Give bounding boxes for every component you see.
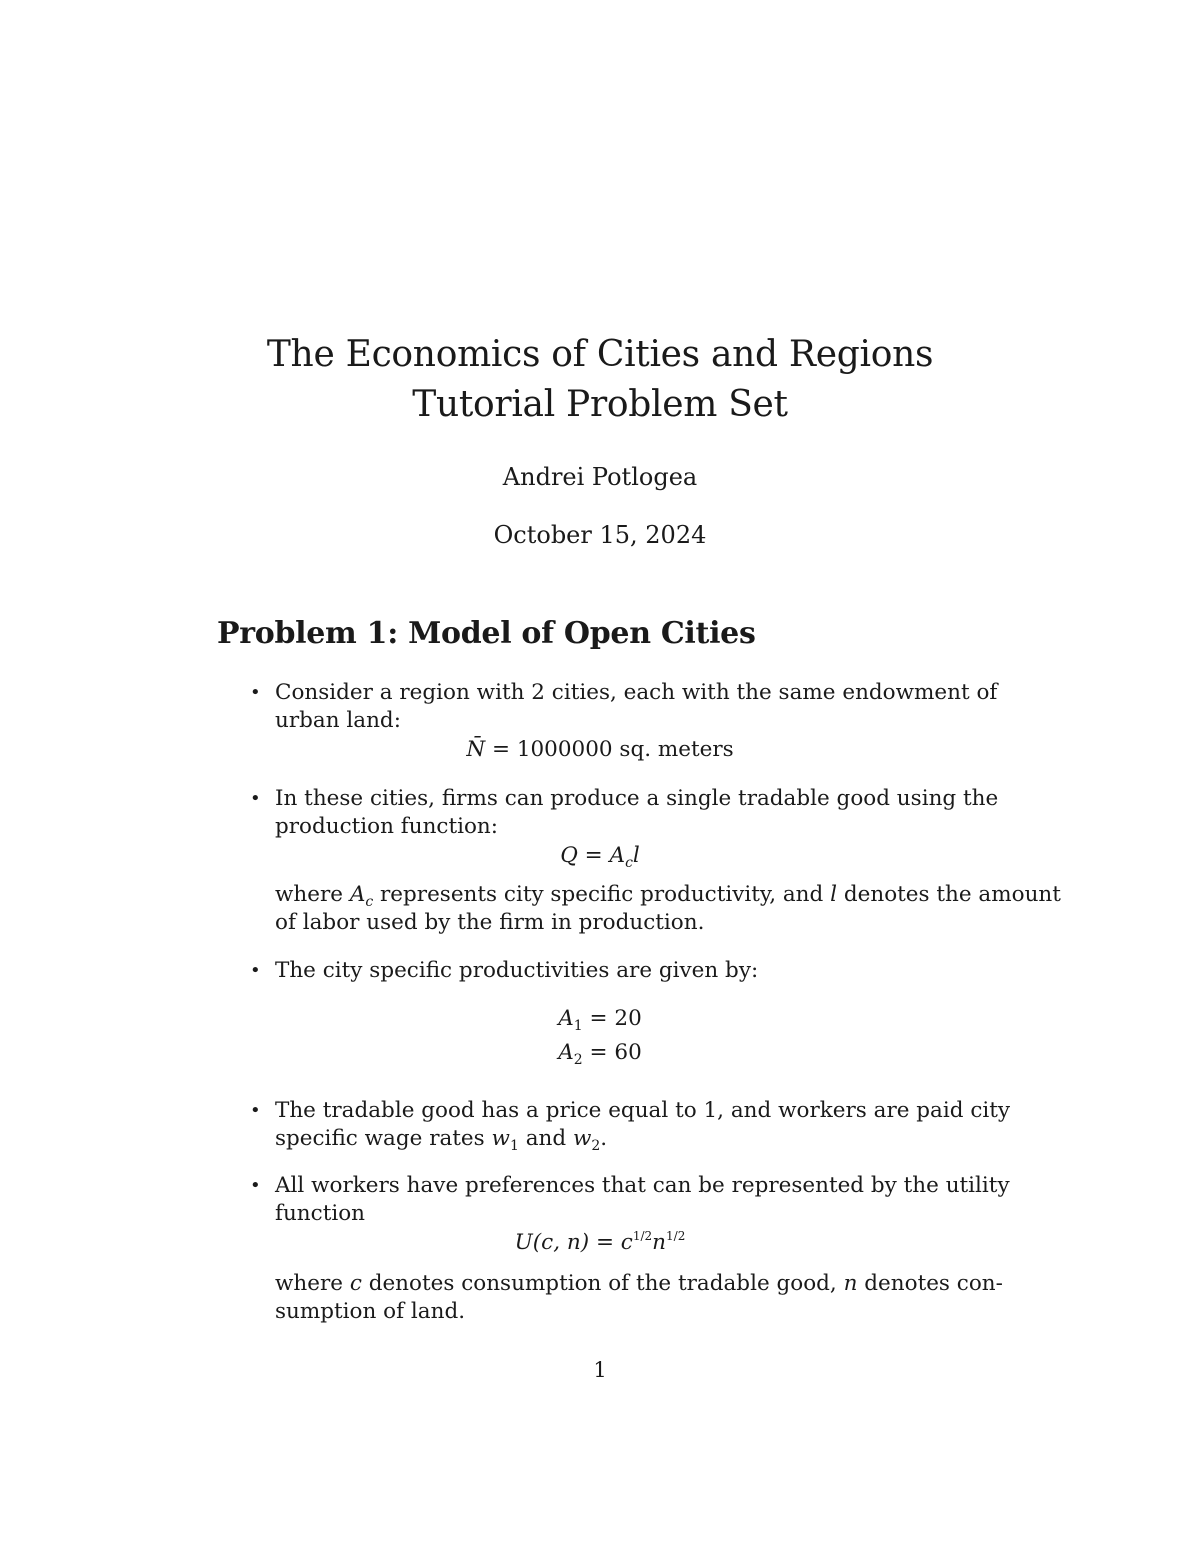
- title-line-2: Tutorial Problem Set: [412, 384, 788, 425]
- bullet-marker: •: [250, 960, 261, 981]
- text-line: All workers have preferences that can be represented by the utility: [275, 1173, 1010, 1198]
- bullet-marker: •: [250, 1175, 261, 1196]
- text-span: where: [275, 1271, 350, 1296]
- equation-value: 20: [614, 1006, 642, 1031]
- text-span: denotes consumption of the tradable good,: [361, 1271, 844, 1296]
- math-subscript: 1: [509, 1138, 519, 1154]
- equation-subscript: 2: [573, 1052, 583, 1068]
- equation: [275, 1039, 925, 1067]
- text-line: Consider a region with 2 cities, each with the same endowment of: [275, 680, 998, 705]
- equation-rhs: 1000000 sq. meters: [516, 737, 734, 762]
- date: October 15, 2024: [493, 521, 707, 549]
- math-var: w: [572, 1126, 592, 1151]
- equation: [275, 842, 925, 870]
- text-span: denotes con-: [857, 1271, 1003, 1296]
- text-line: production function:: [275, 814, 499, 839]
- text-span: where: [275, 882, 350, 907]
- equation: [275, 1229, 925, 1257]
- text-line: In these cities, firms can produce a single tradable good using the: [275, 786, 999, 811]
- title-line-1: The Economics of Cities and Regions: [266, 334, 934, 375]
- text-line: [275, 1125, 1010, 1153]
- equation: [275, 736, 925, 764]
- text-line: of labor used by the firm in production.: [275, 910, 705, 935]
- equation-value: 60: [614, 1040, 642, 1065]
- equation-var: A: [558, 1006, 574, 1031]
- bullet-marker: •: [250, 682, 261, 703]
- equation-exponent: 1/2: [632, 1229, 653, 1243]
- list-item: [250, 679, 1010, 762]
- math-subscript: 2: [591, 1138, 601, 1154]
- equation-operator: =: [582, 1040, 615, 1065]
- equation-lhs: Q: [560, 843, 578, 868]
- equation-operator: =: [577, 843, 610, 868]
- list-item: [250, 1097, 1011, 1154]
- list-item: [250, 785, 1061, 937]
- math-var: n: [843, 1271, 858, 1296]
- list-item: [250, 1172, 1010, 1326]
- text-line: urban land:: [275, 708, 401, 733]
- text-span: and: [518, 1126, 573, 1151]
- math-var: l: [830, 882, 838, 907]
- equation-operator: =: [582, 1006, 615, 1031]
- equation-var: A: [558, 1040, 574, 1065]
- text-span: denotes the amount: [837, 882, 1061, 907]
- text-line: The tradable good has a price equal to 1, and workers are paid city: [275, 1098, 1011, 1123]
- equation: [275, 1005, 925, 1033]
- text-line: sumption of land.: [275, 1299, 466, 1324]
- text-span: specific wage rates: [275, 1126, 492, 1151]
- text-span: represents city specific productivity, and: [373, 882, 831, 907]
- equation-operator: =: [589, 1230, 621, 1255]
- bullet-marker: •: [250, 1100, 261, 1121]
- equation-lhs: N̄: [466, 737, 486, 762]
- equation-lhs: U(c, n): [514, 1230, 590, 1255]
- list-item: [250, 957, 1010, 1068]
- equation-subscript: c: [625, 855, 633, 871]
- text-span: .: [600, 1126, 608, 1151]
- math-var: c: [349, 1271, 362, 1296]
- bullet-marker: •: [250, 788, 261, 809]
- equation-var: l: [632, 843, 640, 868]
- math-subscript: c: [365, 894, 374, 910]
- equation-exponent: 1/2: [666, 1229, 686, 1243]
- equation-subscript: 1: [573, 1018, 583, 1034]
- problem-heading: Problem 1: Model of Open Cities: [217, 616, 756, 651]
- text-line: [275, 1270, 1010, 1298]
- equation-var: n: [652, 1230, 667, 1255]
- document-title: [0, 330, 1200, 430]
- author: Andrei Potlogea: [502, 463, 698, 491]
- text-line: The city specific productivities are given by:: [275, 958, 759, 983]
- page-number: 1: [593, 1358, 607, 1382]
- math-var: w: [491, 1126, 510, 1151]
- equation-var: A: [609, 843, 626, 868]
- equation-operator: =: [485, 737, 517, 762]
- text-line: function: [275, 1201, 365, 1226]
- math-var: A: [349, 882, 366, 907]
- equation-var: c: [620, 1230, 633, 1255]
- text-line: [275, 881, 1061, 910]
